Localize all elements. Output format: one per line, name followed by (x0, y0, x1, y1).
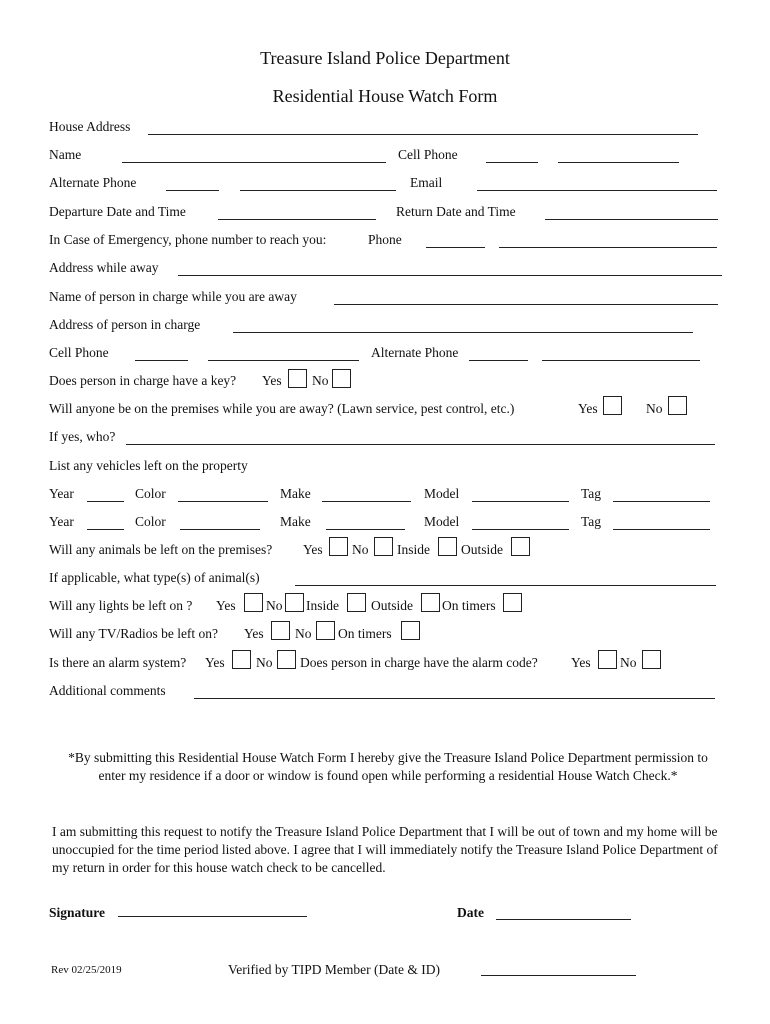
vehicle1-make-label: Make (280, 486, 311, 501)
cell-phone-label: Cell Phone (398, 147, 458, 162)
tv-yes-label: Yes (244, 626, 264, 641)
person-in-charge-label: Name of person in charge while you are away (49, 289, 297, 304)
premises-question: Will anyone be on the premises while you are away? (Lawn service, pest control, etc.) (49, 401, 515, 416)
alarm-no-checkbox[interactable] (277, 650, 296, 669)
emergency-label: In Case of Emergency, phone number to reach you: (49, 232, 327, 247)
alarm-question: Is there an alarm system? (49, 655, 187, 670)
vehicle1-year-label: Year (49, 486, 74, 501)
lights-timers-checkbox[interactable] (503, 593, 522, 612)
lights-yes-label: Yes (216, 598, 236, 613)
name-line[interactable] (122, 161, 386, 163)
lights-no-label: No (266, 598, 283, 613)
animals-outside-checkbox[interactable] (511, 537, 530, 556)
emergency-phone-label: Phone (368, 232, 402, 247)
vehicle2-color-label: Color (135, 514, 166, 529)
vehicle1-model-line[interactable] (472, 500, 569, 502)
vehicle1-model-label: Model (424, 486, 460, 501)
person-cell-number-line[interactable] (208, 359, 359, 361)
alternate-phone-number-line[interactable] (240, 189, 396, 191)
animals-inside-checkbox[interactable] (438, 537, 457, 556)
animals-question: Will any animals be left on the premises? (49, 542, 273, 557)
return-label: Return Date and Time (396, 204, 516, 219)
alarm-code-no-checkbox[interactable] (642, 650, 661, 669)
premises-no-checkbox[interactable] (668, 396, 687, 415)
house-address-label: House Address (49, 119, 131, 134)
vehicle2-model-label: Model (424, 514, 460, 529)
person-cell-phone-label: Cell Phone (49, 345, 109, 360)
name-label: Name (49, 147, 82, 162)
alternate-phone-label: Alternate Phone (49, 175, 137, 190)
tv-question: Will any TV/Radios be left on? (49, 626, 219, 641)
emergency-phone-number-line[interactable] (499, 246, 717, 248)
date-label: Date (457, 905, 484, 920)
lights-yes-checkbox[interactable] (244, 593, 263, 612)
address-person-line[interactable] (233, 331, 693, 333)
return-line[interactable] (545, 218, 718, 220)
person-in-charge-line[interactable] (334, 303, 718, 305)
lights-inside-label: Inside (306, 598, 339, 613)
comments-label: Additional comments (49, 683, 166, 698)
address-away-line[interactable] (178, 274, 722, 276)
key-no-checkbox[interactable] (332, 369, 351, 388)
vehicle2-make-label: Make (280, 514, 311, 529)
tv-no-label: No (295, 626, 312, 641)
alarm-code-question: Does person in charge have the alarm code? (300, 655, 538, 670)
vehicle2-year-line[interactable] (87, 528, 124, 530)
animals-yes-checkbox[interactable] (329, 537, 348, 556)
revision-label: Rev 02/25/2019 (51, 964, 122, 976)
lights-outside-label: Outside (371, 598, 413, 613)
alternate-phone-area-line[interactable] (166, 189, 219, 191)
verified-line[interactable] (481, 974, 636, 976)
vehicle1-color-line[interactable] (178, 500, 268, 502)
vehicle1-make-line[interactable] (322, 500, 411, 502)
verified-label: Verified by TIPD Member (Date & ID) (228, 962, 440, 977)
animals-no-checkbox[interactable] (374, 537, 393, 556)
vehicle2-tag-label: Tag (581, 514, 602, 529)
alarm-yes-checkbox[interactable] (232, 650, 251, 669)
departure-label: Departure Date and Time (49, 204, 186, 219)
alarm-code-yes-label: Yes (571, 655, 591, 670)
lights-outside-checkbox[interactable] (421, 593, 440, 612)
person-alternate-area-line[interactable] (469, 359, 528, 361)
vehicle2-year-label: Year (49, 514, 74, 529)
tv-timers-checkbox[interactable] (401, 621, 420, 640)
tv-no-checkbox[interactable] (316, 621, 335, 640)
vehicle2-tag-line[interactable] (613, 528, 710, 530)
lights-inside-checkbox[interactable] (347, 593, 366, 612)
lights-question: Will any lights be left on ? (49, 598, 193, 613)
vehicle1-tag-line[interactable] (613, 500, 710, 502)
animal-types-line[interactable] (295, 584, 716, 586)
emergency-phone-area-line[interactable] (426, 246, 485, 248)
lights-timers-label: On timers (442, 598, 496, 613)
key-yes-label: Yes (262, 373, 282, 388)
cell-phone-area-line[interactable] (486, 161, 538, 163)
key-yes-checkbox[interactable] (288, 369, 307, 388)
premises-yes-checkbox[interactable] (603, 396, 622, 415)
animals-outside-label: Outside (461, 542, 503, 557)
address-person-label: Address of person in charge (49, 317, 201, 332)
comments-line[interactable] (194, 697, 715, 699)
key-question: Does person in charge have a key? (49, 373, 237, 388)
vehicle1-year-line[interactable] (87, 500, 124, 502)
animals-yes-label: Yes (303, 542, 323, 557)
lights-no-checkbox[interactable] (285, 593, 304, 612)
person-cell-area-line[interactable] (135, 359, 188, 361)
alarm-code-no-label: No (620, 655, 637, 670)
if-yes-who-label: If yes, who? (49, 429, 116, 444)
animals-no-label: No (352, 542, 369, 557)
date-line[interactable] (496, 918, 631, 920)
animals-inside-label: Inside (397, 542, 430, 557)
email-label: Email (410, 175, 443, 190)
person-alternate-number-line[interactable] (542, 359, 700, 361)
alarm-no-label: No (256, 655, 273, 670)
person-alternate-phone-label: Alternate Phone (371, 345, 459, 360)
email-line[interactable] (477, 189, 717, 191)
premises-no-label: No (646, 401, 663, 416)
vehicles-label: List any vehicles left on the property (49, 458, 248, 473)
premises-yes-label: Yes (578, 401, 598, 416)
notice-statement: I am submitting this request to notify the Treasure Island Police Department that I will be out of town and my home will be unoccupied for the time period listed above. I agree that I will immediately notify the Treasure Island Police Department of my return in order for this house watch check to be cancelled. (52, 824, 718, 875)
key-no-label: No (312, 373, 329, 388)
house-address-line[interactable] (148, 133, 698, 135)
tv-timers-label: On timers (338, 626, 392, 641)
consent-statement: *By submitting this Residential House Watch Form I hereby give the Treasure Island Police Department permission to enter my residence if a door or window is found open while performing a residential House Watch Check.* (68, 750, 708, 783)
animal-types-label: If applicable, what type(s) of animal(s) (49, 570, 260, 585)
signature-label: Signature (49, 905, 106, 920)
vehicle1-color-label: Color (135, 486, 166, 501)
if-yes-who-line[interactable] (126, 443, 715, 445)
alarm-code-yes-checkbox[interactable] (598, 650, 617, 669)
vehicle1-tag-label: Tag (581, 486, 602, 501)
alarm-yes-label: Yes (205, 655, 225, 670)
vehicle2-color-line[interactable] (180, 528, 260, 530)
cell-phone-number-line[interactable] (558, 161, 679, 163)
signature-line[interactable] (118, 915, 307, 917)
departure-line[interactable] (218, 218, 376, 220)
vehicle2-model-line[interactable] (472, 528, 569, 530)
tv-yes-checkbox[interactable] (271, 621, 290, 640)
form-title: Residential House Watch Form (272, 86, 498, 106)
department-title: Treasure Island Police Department (260, 48, 510, 68)
vehicle2-make-line[interactable] (326, 528, 405, 530)
address-away-label: Address while away (49, 260, 159, 275)
